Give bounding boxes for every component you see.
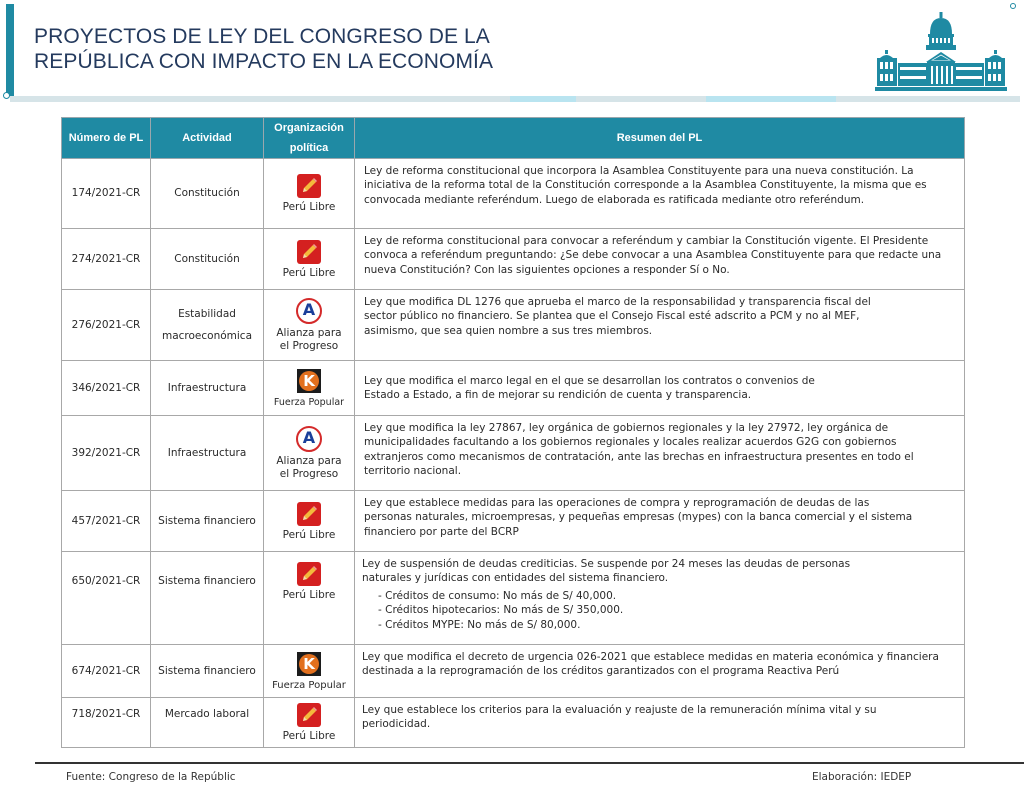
bill-number: 457/2021-CR [62,491,151,552]
bill-number: 276/2021-CR [62,290,151,361]
bill-summary: Ley que modifica DL 1276 que aprueba el marco de la responsabilidad y transparencia fiscal del sector público no financiero. Se plantea que el Consejo Fiscal esté adscrito a PCM y no al MEF, asimismo, que sea quien nombre a sus tres miembros. [355,290,965,361]
bill-summary: Ley que modifica la ley 27867, ley orgánica de gobiernos regionales y la ley 27972, ley orgánica de municipalidades facultando a los gobiernos regionales y locales realizar acuerdos G2G con gobiernos extranjeros como mecanismos de contratación, ante las brechas en infraestructura presentes en todo el territorio nacional. [355,416,965,491]
bill-number: 174/2021-CR [62,159,151,229]
bill-activity: Infraestructura [151,416,264,491]
column-header-numero: Número de PL [62,118,151,159]
accent-dot [3,92,10,99]
party-name: Alianza para el Progreso [276,327,342,352]
party-name: Alianza para el Progreso [276,455,342,480]
summary-list-item: - Créditos hipotecarios: No más de S/ 350,000. [378,603,884,617]
table-row [62,698,965,748]
corner-dot [1010,3,1016,9]
party-cell [264,229,355,290]
fuerza-popular-k-icon [297,652,321,676]
party-cell [264,361,355,416]
summary-list [362,589,884,632]
bill-summary: Ley que modifica el decreto de urgencia 026-2021 que establece medidas en materia económica y financiera destinada a la reprogramación de los créditos garantizados con el programa Reactiva Perú [355,645,965,698]
bill-summary: Ley de reforma constitucional que incorpora la Asamblea Constituyente para una nueva constitución. La iniciativa de la reforma total de la Constitución corresponde a la Asamblea Constituyente, la misma que es convocada mediante referéndum. Luego de elaborada es ratificada mediante otro referéndum. [355,159,965,229]
bill-activity: Mercado laboral [151,698,264,748]
peru-libre-pencil-icon [297,703,321,727]
congress-building-icon [874,12,1008,92]
table-row [62,416,965,491]
bill-activity: Sistema financiero [151,491,264,552]
k-glyph: K [299,371,319,391]
table-row [62,229,965,290]
bill-summary: Ley que modifica el marco legal en el que se desarrollan los contratos o convenios de Estado a Estado, a fin de mejorar su rendición de cuenta y transparencia. [355,361,965,416]
summary-list-item: - Créditos MYPE: No más de S/ 80,000. [378,618,884,632]
bill-activity: Sistema financiero [151,552,264,645]
alianza-para-el-progreso-a-icon: A [296,426,322,452]
bill-activity: Constitución [151,159,264,229]
accent-bar [6,4,14,96]
column-header-organizacion: Organización política [264,118,355,159]
bill-summary [355,552,965,645]
party-name: Fuerza Popular [272,679,346,691]
title-line-2: REPÚBLICA CON IMPACTO EN LA ECONOMÍA [34,50,494,73]
k-glyph: K [299,654,319,674]
bill-number: 274/2021-CR [62,229,151,290]
bill-summary: Ley que establece medidas para las operaciones de compra y reprogramación de deudas de las personas naturales, microempresas, y pequeñas empresas (mypes) con la banca comercial y el sistema financiero por parte del BCRP [355,491,965,552]
bill-number: 346/2021-CR [62,361,151,416]
table-row [62,290,965,361]
party-name: Perú Libre [282,528,336,541]
party-cell [264,416,355,491]
bill-activity [151,290,264,361]
bill-number: 674/2021-CR [62,645,151,698]
footer-credit: Elaboración: IEDEP [812,771,912,783]
summary-list-item: - Créditos de consumo: No más de S/ 40,000. [378,589,884,603]
party-name: Perú Libre [282,730,336,742]
footer-divider [35,762,1024,764]
table-row [62,645,965,698]
bill-activity: Infraestructura [151,361,264,416]
peru-libre-pencil-icon [297,240,321,264]
party-cell [264,552,355,645]
party-name: Fuerza Popular [273,396,345,408]
footer-source: Fuente: Congreso de la Repúblic [66,771,236,783]
page-title [34,24,493,74]
bill-activity-text: Estabilidad macroeconómica [161,308,253,342]
party-cell [264,698,355,748]
column-header-actividad: Actividad [151,118,264,159]
table-row [62,361,965,416]
alianza-para-el-progreso-a-icon: A [296,298,322,324]
party-cell [264,290,355,361]
header-stripe [10,96,1020,102]
bill-activity: Constitución [151,229,264,290]
party-name: Perú Libre [282,201,336,213]
bill-summary: Ley de reforma constitucional para convocar a referéndum y cambiar la Constitución vigente. El Presidente convoca a referéndum preguntando: ¿Se debe convocar a una Asamblea Constituyente para que redacte una nueva Constitución? Con las siguientes opciones a responder Sí o No. [355,229,965,290]
party-cell [264,645,355,698]
bill-summary: Ley que establece los criterios para la evaluación y reajuste de la remuneración mínima vital y su periodicidad. [355,698,965,748]
bills-table [61,117,965,748]
party-name: Perú Libre [282,589,336,601]
peru-libre-pencil-icon [297,502,321,526]
bill-activity: Sistema financiero [151,645,264,698]
party-cell [264,159,355,229]
bill-number: 650/2021-CR [62,552,151,645]
table-row [62,159,965,229]
peru-libre-pencil-icon [297,174,321,198]
party-cell [264,491,355,552]
bill-number: 392/2021-CR [62,416,151,491]
title-line-1: PROYECTOS DE LEY DEL CONGRESO DE LA [34,25,490,48]
column-header-resumen: Resumen del PL [355,118,965,159]
table-row [62,552,965,645]
party-name: Perú Libre [282,266,336,279]
fuerza-popular-k-icon [297,369,321,393]
table-header-row [62,118,965,159]
bill-number: 718/2021-CR [62,698,151,748]
peru-libre-pencil-icon [297,562,321,586]
bill-summary-text: Ley de suspensión de deudas crediticias. Se suspende por 24 meses las deudas de personas naturales y jurídicas con entidades del sistema financiero. [362,558,851,585]
table-row [62,491,965,552]
